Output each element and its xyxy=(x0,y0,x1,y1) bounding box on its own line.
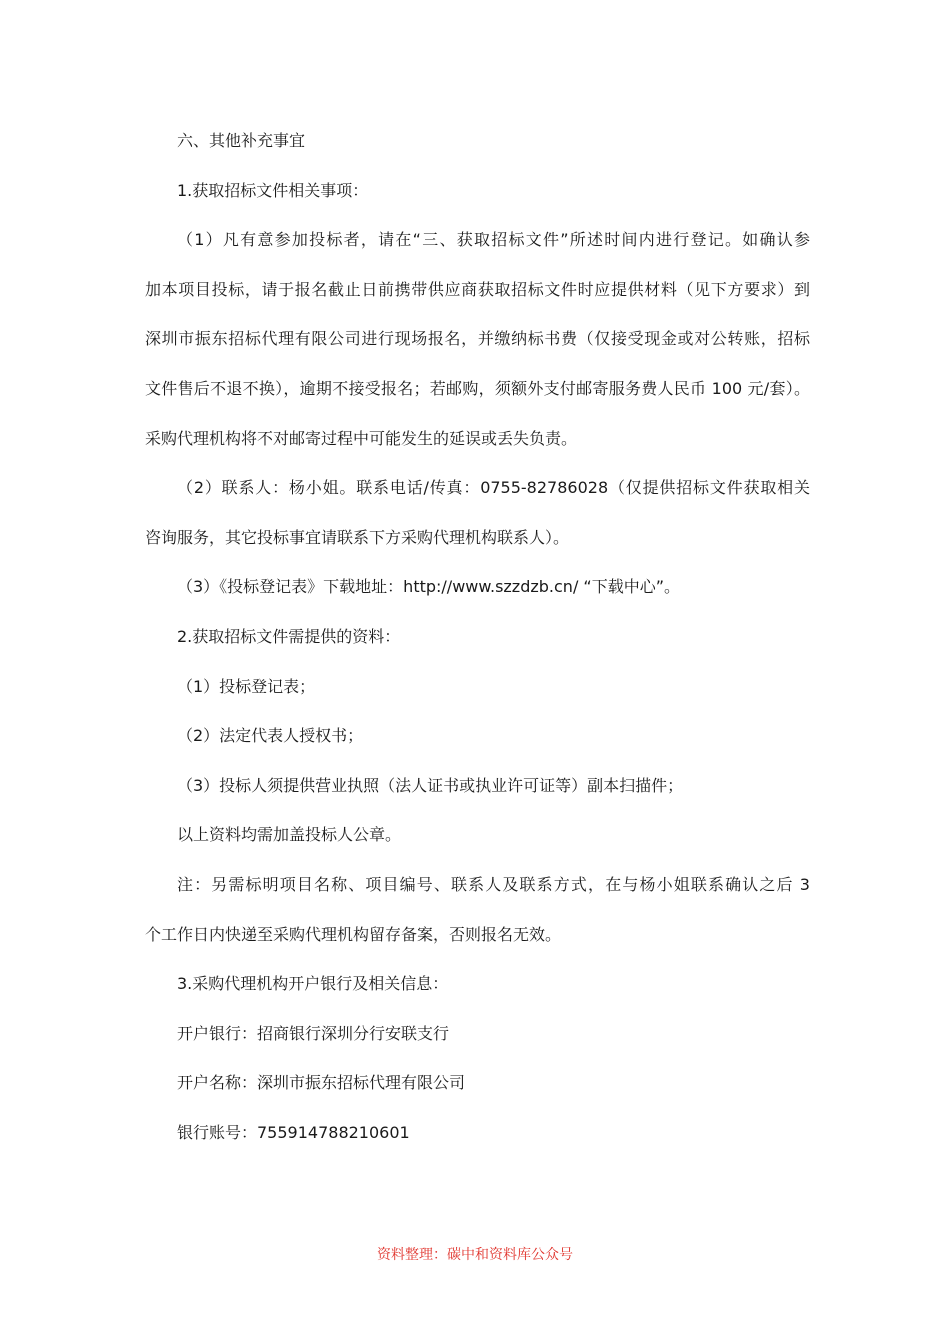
document-body xyxy=(145,116,810,1157)
account-number: 银行账号：755914788210601 xyxy=(177,1122,410,1142)
footer-credit: 资料整理：碳中和资料库公众号 xyxy=(377,1247,573,1263)
account-name: 开户名称：深圳市振东招标代理有限公司 xyxy=(177,1073,466,1093)
item2-list-item: （1）投标登记表； xyxy=(177,676,316,696)
section-heading: 六、其他补充事宜 xyxy=(177,131,306,150)
item1-p2-line: （2）联系人：杨小姐。联系电话/传真：0755-82786028（仅提供招标文件获取相关 xyxy=(177,478,810,498)
item1-p1-line: 深圳市振东招标代理有限公司进行现场报名，并缴纳标书费（仅接受现金或对公转账，招标 xyxy=(145,329,810,349)
item2-heading: 2.获取招标文件需提供的资料： xyxy=(177,626,401,646)
item2-list-item: （3）投标人须提供营业执照（法人证书或执业许可证等）副本扫描件； xyxy=(177,775,684,795)
item1-p3-download: （3）《投标登记表》下载地址：http://www.szzdzb.cn/ “下载中心”。 xyxy=(177,577,680,597)
item1-p1-line: 文件售后不退不换），逾期不接受报名；若邮购，须额外支付邮寄服务费人民币 100 元/套）。 xyxy=(145,378,810,398)
item3-heading: 3.采购代理机构开户银行及相关信息： xyxy=(177,974,449,994)
item2-note-line: 个工作日内快递至采购代理机构留存备案，否则报名无效。 xyxy=(145,924,562,944)
item2-list-item: （2）法定代表人授权书； xyxy=(177,726,364,746)
item2-note-line: 注：另需标明项目名称、项目编号、联系人及联系方式，在与杨小姐联系确认之后 3 xyxy=(177,874,810,894)
item1-p1-line: 加本项目投标，请于报名截止日前携带供应商获取招标文件时应提供材料（见下方要求）到 xyxy=(145,279,810,299)
bank-name: 开户银行：招商银行深圳分行安联支行 xyxy=(177,1023,450,1043)
item2-seal-note: 以上资料均需加盖投标人公章。 xyxy=(177,825,402,845)
item1-p2-line: 咨询服务，其它投标事宜请联系下方采购代理机构联系人）。 xyxy=(145,527,570,547)
item1-heading: 1.获取招标文件相关事项： xyxy=(177,180,369,200)
item1-p1-line: （1）凡有意参加投标者，请在“三、获取招标文件”所述时间内进行登记。如确认参 xyxy=(177,230,810,250)
item1-p1-line: 采购代理机构将不对邮寄过程中可能发生的延误或丢失负责。 xyxy=(145,428,578,448)
